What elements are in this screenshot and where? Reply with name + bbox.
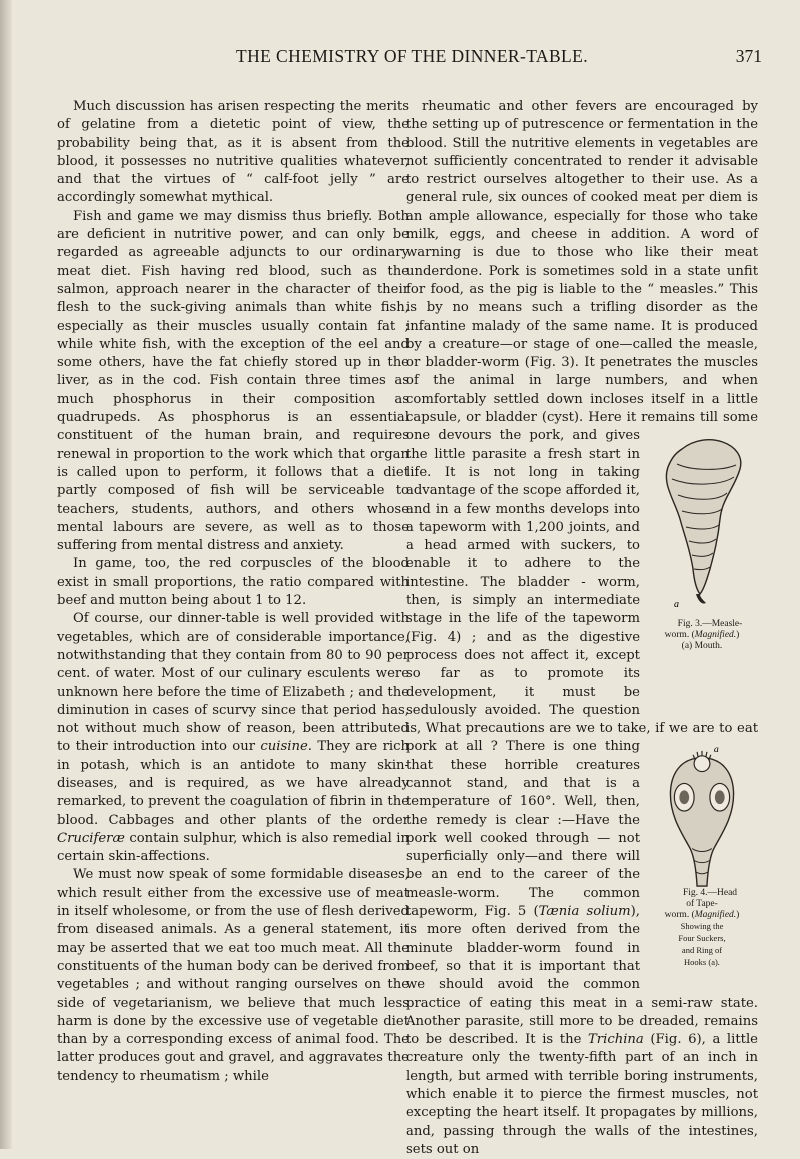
measle-worm-marker: a: [674, 599, 679, 611]
paragraph-diseases: We must now speak of some formidable diseases, which result either from the excessive use of meat in itself wholesome, or from the use of flesh derived from diseased animals. As a general statement, it may be asserted that we eat too much meat. All the constituents of the human body can be derived from vegetables ; and without ranging ourselves on the side of vegetarianism, we believe that much less harm is done by the excessive use of vegetable diet than by a corresponding excess of animal food. The latter produces gout and gravel, and aggravates the tendency to rheumatism ; while: [57, 867, 409, 1084]
paragraph-pork-parasites: rheumatic and other fevers are encouraged by the setting up of putrescence or fermentation in the blood. Still the nutritive elements in vegetables are not sufficiently concentrated to render it advisable to restrict ourselves altogether to their use. As a general rule, six ounces of cooked meat per diem is an ample allowance, especially for those who take milk, eggs, and cheese in addition. A word of warning is due to those who like their meat underdone. Pork is sometimes sold in a state unfit for food, as the pig is liable to the “ measles.” This is by no means such a trifling disorder as the infantine malady of the same name. It is produced by a creature—or stage of one—called the measle, or bladder-worm (Fig. 3). It penetrates the muscles of the animal in large numbers, and when comfortably settled down incloses itself in a little capsule, or bladder (cyst). Here it remains a Fig. 3.—Measle- worm. (Magnified.) (a) Mouth. till some one devours the pork, and gives the little parasite a fresh start in life. It is not long in taking advantage of the scope afforded it, and in a few months develops into a tapeworm with 1,200 joints, and a head armed with suckers, to enable it to adhere to the intestine. The bladder - worm, then, is simply an intermediate stage in the life of the tapeworm (Fig. 4) ; and as the digestive process does not affect it, except so far as to promote its development, it must be sedulously avoided. The question is, What precautions are we to take, if we a Fig. 4.—Head of Tape- worm. (Magnified.) Showing the Four Suckers, and Ring of Hooks (a). are to eat pork at all ? There is one thing that these horrible creatures cannot stand, and that is a temperature of 160°. Well, then, the remedy is clear :—Have the pork well cooked through — not superficially only—and there will be an end to the career of the measle-worm. The common tapeworm, Fig. 5 (Tænia solium), is more often derived from the minute bladder-worm found in beef, so that it is important that we should avoid the common practice of eating this meat in a semi-raw state. Another parasite, still more to be dreaded, remains to be described. It is the Trichina (Fig. 6), a little creature only the twenty-fifth part of an inch in length, but armed with terrible boring instruments, which enable it to pierce the firmest muscles, not excepting the heart itself. It propagates by millions, and, passing through the walls of the intestines, sets out on: [406, 99, 758, 1157]
figure-measle-worm: [646, 429, 758, 712]
page-number: 371: [735, 46, 762, 66]
term-cruciferae: Cruciferæ: [57, 830, 125, 846]
running-header: [62, 44, 762, 68]
measle-worm-illustration: [652, 429, 752, 619]
term-taenia-solium: Tænia solium: [538, 904, 631, 920]
term-trichina: Trichina: [588, 1032, 644, 1048]
paragraph-game: In game, too, the red corpuscles of the blood exist in small proportions, the ratio compared with beef and mutton being about 1 to 12.: [57, 556, 409, 609]
page-binding-edge: [0, 0, 12, 1149]
paragraph-gelatine: Much discussion has arisen respecting the merits of gelatine from a dietetic point of view, the probability being that, as it is absent from the blood, it possesses no nutritive qualities whatever, and that the virtues of “ calf-foot jelly ” are accordingly somewhat mythical.: [57, 99, 409, 206]
term-cuisine: cuisine.: [260, 739, 312, 755]
figure-tapeworm-head: [646, 740, 758, 977]
right-column: [406, 98, 758, 1159]
paragraph-vegetables: Of course, our dinner-table is well provided with vegetables, which are of considerable importance, notwithstanding that they contain from 80 to 90 per cent. of water. Most of our culinary esculents were unknown here before the time of Elizabeth ; and the diminution in cases of scurvy since that period has, not without much show of reason, been attributed to their introduction into our cuisine. They are rich in potash, which is an antidote to many skin-diseases, and is required, as we have already remarked, to prevent the coagulation of fibrin in the blood. Cabbages and other plants of the order Cruciferæ contain sulphur, which is also remedial in certain skin-affections.: [57, 611, 409, 865]
figure-4-caption: Fig. 4.—Head of Tape- worm. (Magnified.) Showing the Four Suckers, and Ring of Hooks (a).: [664, 888, 740, 968]
tapeworm-head-illustration: [652, 740, 752, 888]
paragraph-fish-game: Fish and game we may dismiss thus briefly. Both are deficient in nutritive power, and can only be regarded as agreeable adjuncts to our ordinary meat diet. Fish having red blood, such as the salmon, approach nearer in the character of their flesh to the suck-giving animals than white fish, especially as their muscles usually contain fat ; while white fish, with the exception of the eel and some others, have the fat chiefly stored up in the liver, as in the cod. Fish contain three times as much phosphorus in their composition as quadrupeds. As phosphorus is an essential constituent of the human brain, and requires renewal in proportion to the work which that organ is called upon to perform, it follows that a diet partly composed of fish will be serviceable to teachers, students, authors, and others whose mental labours are severe, as well as to those suffering from mental distress and anxiety.: [57, 208, 409, 554]
figure-3-caption: Fig. 3.—Measle- worm. (Magnified.) (a) Mouth.: [664, 619, 743, 652]
tapeworm-hooks-marker: a: [713, 744, 719, 756]
left-column: [57, 98, 409, 1086]
running-title: THE CHEMISTRY OF THE DINNER-TABLE.: [236, 46, 588, 66]
